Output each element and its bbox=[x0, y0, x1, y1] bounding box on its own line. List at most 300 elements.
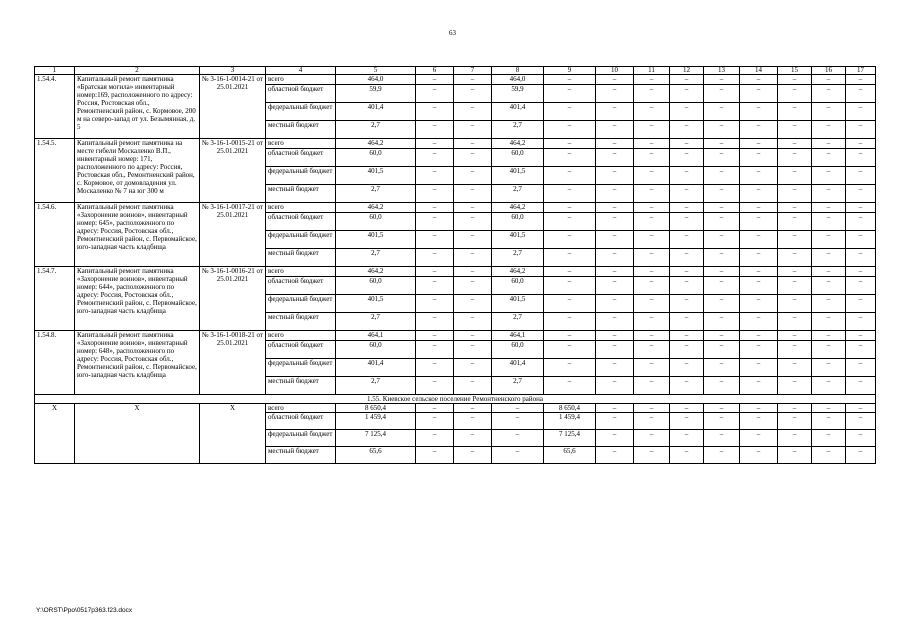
dash-cell: – bbox=[544, 377, 596, 395]
row-number-cell: 1.54.7. bbox=[35, 267, 75, 331]
dash-cell: – bbox=[596, 377, 634, 395]
funding-source-cell: всего bbox=[266, 331, 336, 341]
dash-cell: – bbox=[670, 267, 704, 277]
dash-cell: – bbox=[634, 447, 670, 464]
dash-cell: – bbox=[454, 203, 492, 213]
dash-cell: – bbox=[454, 213, 492, 231]
dash-cell: – bbox=[544, 313, 596, 331]
dash-cell: – bbox=[846, 121, 876, 139]
funding-source-cell: федеральный бюджет bbox=[266, 430, 336, 447]
dash-cell: – bbox=[846, 341, 876, 359]
amount-total-cell: 401,5 bbox=[336, 167, 416, 185]
funding-source-cell: федеральный бюджет bbox=[266, 359, 336, 377]
amount-total-cell: 2,7 bbox=[336, 377, 416, 395]
funding-source-cell: областной бюджет bbox=[266, 413, 336, 430]
dash-cell: – bbox=[778, 267, 812, 277]
x-mark-desc: Х bbox=[75, 404, 200, 464]
dash-cell: – bbox=[846, 139, 876, 149]
header-cell-2: 2 bbox=[75, 67, 200, 75]
header-cell-14: 14 bbox=[740, 67, 778, 75]
dash-cell: – bbox=[416, 103, 454, 121]
dash-cell: – bbox=[704, 75, 740, 85]
header-cell-10: 10 bbox=[596, 67, 634, 75]
dash-cell: – bbox=[454, 277, 492, 295]
amount-year-cell: 60,0 bbox=[492, 213, 544, 231]
table-row bbox=[35, 404, 876, 413]
dash-cell: – bbox=[596, 295, 634, 313]
amount-total-cell: 2,7 bbox=[336, 185, 416, 203]
dash-cell: – bbox=[596, 167, 634, 185]
table-row bbox=[35, 139, 876, 149]
dash-cell: – bbox=[740, 404, 778, 413]
object-description-cell: Капитальный ремонт памятника «Захоронение воинов», инвентарный номер: 644», расположенного по адресу: Россия, Ростовская обл., Ремонтненский район, с. Первомайское, юго-западная часть кладбища bbox=[75, 267, 200, 331]
dash-cell: – bbox=[812, 185, 846, 203]
document-ref-cell: № 3-16-1-0014-21 от 25.01.2021 bbox=[200, 75, 266, 139]
dash-cell: – bbox=[812, 121, 846, 139]
amount-total-cell: 2,7 bbox=[336, 249, 416, 267]
dash-cell: – bbox=[740, 103, 778, 121]
dash-cell: – bbox=[704, 267, 740, 277]
dash-cell: – bbox=[778, 121, 812, 139]
object-description-cell: Капитальный ремонт памятника «Захоронение воинов», инвентарный номер: 648», расположенного по адресу: Россия, Ростовская обл., Ремонтненский район, с. Первомайское, юго-западная часть кладбища bbox=[75, 331, 200, 395]
dash-cell: – bbox=[778, 295, 812, 313]
dash-cell: – bbox=[740, 85, 778, 103]
dash-cell: – bbox=[492, 447, 544, 464]
header-cell-8: 8 bbox=[492, 67, 544, 75]
dash-cell: – bbox=[416, 203, 454, 213]
dash-cell: – bbox=[634, 359, 670, 377]
row-number-cell: 1.54.6. bbox=[35, 203, 75, 267]
dash-cell: – bbox=[778, 85, 812, 103]
dash-cell: – bbox=[670, 377, 704, 395]
dash-cell: – bbox=[740, 139, 778, 149]
dash-cell: – bbox=[670, 149, 704, 167]
dash-cell: – bbox=[846, 404, 876, 413]
dash-cell: – bbox=[704, 331, 740, 341]
dash-cell: – bbox=[416, 249, 454, 267]
funding-source-cell: всего bbox=[266, 139, 336, 149]
amount-year-cell: 464,2 bbox=[492, 267, 544, 277]
amount-year-cell: 60,0 bbox=[492, 277, 544, 295]
dash-cell: – bbox=[740, 149, 778, 167]
dash-cell: – bbox=[454, 359, 492, 377]
dash-cell: – bbox=[740, 167, 778, 185]
amount-year-cell: 464,2 bbox=[492, 203, 544, 213]
dash-cell: – bbox=[544, 213, 596, 231]
dash-cell: – bbox=[704, 149, 740, 167]
dash-cell: – bbox=[544, 267, 596, 277]
dash-cell: – bbox=[492, 413, 544, 430]
dash-cell: – bbox=[454, 447, 492, 464]
document-ref-cell: № 3-16-1-0017-21 от 25.01.2021 bbox=[200, 203, 266, 267]
dash-cell: – bbox=[778, 313, 812, 331]
amount-year-cell: 2,7 bbox=[492, 185, 544, 203]
dash-cell: – bbox=[544, 139, 596, 149]
funding-source-cell: областной бюджет bbox=[266, 341, 336, 359]
amount-total-cell: 464,1 bbox=[336, 331, 416, 341]
amount-total-cell: 464,2 bbox=[336, 267, 416, 277]
dash-cell: – bbox=[544, 277, 596, 295]
header-cell-3: 3 bbox=[200, 67, 266, 75]
dash-cell: – bbox=[634, 167, 670, 185]
dash-cell: – bbox=[544, 85, 596, 103]
dash-cell: – bbox=[416, 331, 454, 341]
dash-cell: – bbox=[454, 103, 492, 121]
dash-cell: – bbox=[416, 231, 454, 249]
dash-cell: – bbox=[670, 331, 704, 341]
dash-cell: – bbox=[416, 85, 454, 103]
amount-total-cell: 401,5 bbox=[336, 231, 416, 249]
dash-cell: – bbox=[634, 85, 670, 103]
dash-cell: – bbox=[704, 139, 740, 149]
dash-cell: – bbox=[634, 404, 670, 413]
dash-cell: – bbox=[812, 267, 846, 277]
header-cell-7: 7 bbox=[454, 67, 492, 75]
dash-cell: – bbox=[812, 447, 846, 464]
row-number-cell: 1.54.5. bbox=[35, 139, 75, 203]
dash-cell: – bbox=[846, 447, 876, 464]
amount-total-cell: 60,0 bbox=[336, 277, 416, 295]
dash-cell: – bbox=[846, 85, 876, 103]
dash-cell: – bbox=[846, 313, 876, 331]
dash-cell: – bbox=[634, 121, 670, 139]
dash-cell: – bbox=[846, 413, 876, 430]
dash-cell: – bbox=[812, 430, 846, 447]
dash-cell: – bbox=[596, 103, 634, 121]
header-cell-6: 6 bbox=[416, 67, 454, 75]
funding-source-cell: всего bbox=[266, 75, 336, 85]
amount-year-cell: 464,1 bbox=[492, 331, 544, 341]
dash-cell: – bbox=[778, 139, 812, 149]
dash-cell: – bbox=[740, 249, 778, 267]
dash-cell: – bbox=[778, 213, 812, 231]
dash-cell: – bbox=[812, 277, 846, 295]
dash-cell: – bbox=[544, 103, 596, 121]
funding-source-cell: всего bbox=[266, 267, 336, 277]
dash-cell: – bbox=[812, 231, 846, 249]
dash-cell: – bbox=[544, 149, 596, 167]
x-mark-num: Х bbox=[35, 404, 75, 464]
dash-cell: – bbox=[778, 149, 812, 167]
funding-source-cell: областной бюджет bbox=[266, 277, 336, 295]
dash-cell: – bbox=[454, 149, 492, 167]
amount-total-cell: 7 125,4 bbox=[336, 430, 416, 447]
amount-year-cell: 401,5 bbox=[492, 167, 544, 185]
dash-cell: – bbox=[596, 447, 634, 464]
amount-year-cell: 59,9 bbox=[492, 85, 544, 103]
dash-cell: – bbox=[454, 377, 492, 395]
dash-cell: – bbox=[544, 121, 596, 139]
dash-cell: – bbox=[416, 167, 454, 185]
dash-cell: – bbox=[704, 85, 740, 103]
dash-cell: – bbox=[634, 75, 670, 85]
amount-total-cell: 464,0 bbox=[336, 75, 416, 85]
dash-cell: – bbox=[416, 185, 454, 203]
dash-cell: – bbox=[634, 213, 670, 231]
dash-cell: – bbox=[704, 413, 740, 430]
header-cell-4: 4 bbox=[266, 67, 336, 75]
amount-total-cell: 65,6 bbox=[336, 447, 416, 464]
dash-cell: – bbox=[812, 75, 846, 85]
dash-cell: – bbox=[704, 313, 740, 331]
dash-cell: – bbox=[704, 103, 740, 121]
dash-cell: – bbox=[812, 149, 846, 167]
row-number-cell: 1.54.8. bbox=[35, 331, 75, 395]
dash-cell: – bbox=[846, 213, 876, 231]
dash-cell: – bbox=[740, 295, 778, 313]
dash-cell: – bbox=[416, 277, 454, 295]
dash-cell: – bbox=[778, 185, 812, 203]
dash-cell: – bbox=[846, 103, 876, 121]
dash-cell: – bbox=[416, 404, 454, 413]
dash-cell: – bbox=[634, 249, 670, 267]
dash-cell: – bbox=[670, 185, 704, 203]
amount-total-cell: 401,4 bbox=[336, 359, 416, 377]
dash-cell: – bbox=[812, 377, 846, 395]
dash-cell: – bbox=[596, 185, 634, 203]
dash-cell: – bbox=[740, 231, 778, 249]
amount-total-cell: 60,0 bbox=[336, 149, 416, 167]
dash-cell: – bbox=[416, 413, 454, 430]
amount-total-cell: 2,7 bbox=[336, 121, 416, 139]
dash-cell: – bbox=[846, 331, 876, 341]
funding-source-cell: федеральный бюджет bbox=[266, 103, 336, 121]
dash-cell: – bbox=[778, 277, 812, 295]
dash-cell: – bbox=[704, 231, 740, 249]
amount-year-cell: 2,7 bbox=[492, 377, 544, 395]
table-row bbox=[35, 331, 876, 341]
dash-cell: – bbox=[846, 185, 876, 203]
dash-cell: – bbox=[596, 331, 634, 341]
dash-cell: – bbox=[704, 404, 740, 413]
header-cell-11: 11 bbox=[634, 67, 670, 75]
dash-cell: – bbox=[704, 295, 740, 313]
dash-cell: – bbox=[670, 277, 704, 295]
funding-source-cell: федеральный бюджет bbox=[266, 295, 336, 313]
funding-source-cell: местный бюджет bbox=[266, 249, 336, 267]
budget-table bbox=[34, 66, 876, 464]
dash-cell: – bbox=[670, 213, 704, 231]
dash-cell: – bbox=[812, 203, 846, 213]
amount-total-cell: 60,0 bbox=[336, 341, 416, 359]
dash-cell: – bbox=[670, 85, 704, 103]
dash-cell: – bbox=[544, 167, 596, 185]
dash-cell: – bbox=[596, 404, 634, 413]
dash-cell: – bbox=[416, 430, 454, 447]
dash-cell: – bbox=[778, 103, 812, 121]
amount-total-cell: 464,2 bbox=[336, 203, 416, 213]
dash-cell: – bbox=[544, 341, 596, 359]
dash-cell: – bbox=[778, 203, 812, 213]
amount-year-cell: 7 125,4 bbox=[544, 430, 596, 447]
dash-cell: – bbox=[596, 121, 634, 139]
object-description-cell: Капитальный ремонт памятника «Братская могила» инвентарный номер:169, расположенного по адресу: Россия, Ростовская обл., Ремонтненский район, с. Кормовое, 200 м на северо-запад от ул. Безымянная, д. 5 bbox=[75, 75, 200, 139]
dash-cell: – bbox=[634, 149, 670, 167]
dash-cell: – bbox=[596, 413, 634, 430]
dash-cell: – bbox=[740, 277, 778, 295]
dash-cell: – bbox=[416, 359, 454, 377]
dash-cell: – bbox=[544, 359, 596, 377]
dash-cell: – bbox=[544, 203, 596, 213]
funding-source-cell: всего bbox=[266, 203, 336, 213]
dash-cell: – bbox=[416, 213, 454, 231]
dash-cell: – bbox=[596, 85, 634, 103]
dash-cell: – bbox=[812, 103, 846, 121]
dash-cell: – bbox=[740, 121, 778, 139]
dash-cell: – bbox=[634, 139, 670, 149]
dash-cell: – bbox=[812, 85, 846, 103]
amount-total-cell: 2,7 bbox=[336, 313, 416, 331]
dash-cell: – bbox=[454, 139, 492, 149]
dash-cell: – bbox=[704, 203, 740, 213]
dash-cell: – bbox=[740, 359, 778, 377]
dash-cell: – bbox=[812, 213, 846, 231]
funding-source-cell: федеральный бюджет bbox=[266, 167, 336, 185]
dash-cell: – bbox=[778, 430, 812, 447]
dash-cell: – bbox=[596, 277, 634, 295]
dash-cell: – bbox=[846, 149, 876, 167]
dash-cell: – bbox=[454, 331, 492, 341]
dash-cell: – bbox=[846, 295, 876, 313]
dash-cell: – bbox=[544, 185, 596, 203]
dash-cell: – bbox=[812, 359, 846, 377]
funding-source-cell: федеральный бюджет bbox=[266, 231, 336, 249]
dash-cell: – bbox=[670, 231, 704, 249]
amount-year-cell: 2,7 bbox=[492, 313, 544, 331]
dash-cell: – bbox=[544, 249, 596, 267]
header-cell-13: 13 bbox=[704, 67, 740, 75]
header-cell-1: 1 bbox=[35, 67, 75, 75]
dash-cell: – bbox=[778, 249, 812, 267]
dash-cell: – bbox=[454, 121, 492, 139]
amount-total-cell: 60,0 bbox=[336, 213, 416, 231]
dash-cell: – bbox=[846, 267, 876, 277]
amount-year-cell: 8 650,4 bbox=[544, 404, 596, 413]
dash-cell: – bbox=[416, 313, 454, 331]
dash-cell: – bbox=[740, 377, 778, 395]
dash-cell: – bbox=[492, 404, 544, 413]
dash-cell: – bbox=[416, 121, 454, 139]
section-title: 1.55. Киевское сельское поселение Ремонтненского района bbox=[35, 395, 876, 404]
dash-cell: – bbox=[416, 295, 454, 313]
x-mark-doc: Х bbox=[200, 404, 266, 464]
dash-cell: – bbox=[670, 75, 704, 85]
dash-cell: – bbox=[634, 313, 670, 331]
table-row bbox=[35, 203, 876, 213]
amount-total-cell: 1 459,4 bbox=[336, 413, 416, 430]
dash-cell: – bbox=[454, 85, 492, 103]
dash-cell: – bbox=[454, 295, 492, 313]
dash-cell: – bbox=[778, 75, 812, 85]
dash-cell: – bbox=[704, 430, 740, 447]
dash-cell: – bbox=[454, 430, 492, 447]
file-path-footer: Y:\ORST\Ppo\0517p363.f23.docx bbox=[36, 607, 133, 614]
amount-year-cell: 401,4 bbox=[492, 359, 544, 377]
dash-cell: – bbox=[670, 341, 704, 359]
dash-cell: – bbox=[596, 430, 634, 447]
dash-cell: – bbox=[634, 267, 670, 277]
dash-cell: – bbox=[740, 185, 778, 203]
dash-cell: – bbox=[704, 447, 740, 464]
dash-cell: – bbox=[634, 331, 670, 341]
dash-cell: – bbox=[704, 167, 740, 185]
dash-cell: – bbox=[812, 404, 846, 413]
dash-cell: – bbox=[416, 341, 454, 359]
header-cell-15: 15 bbox=[778, 67, 812, 75]
dash-cell: – bbox=[416, 149, 454, 167]
dash-cell: – bbox=[596, 139, 634, 149]
dash-cell: – bbox=[634, 430, 670, 447]
dash-cell: – bbox=[416, 75, 454, 85]
dash-cell: – bbox=[778, 377, 812, 395]
dash-cell: – bbox=[704, 359, 740, 377]
amount-total-cell: 8 650,4 bbox=[336, 404, 416, 413]
dash-cell: – bbox=[846, 75, 876, 85]
amount-year-cell: 60,0 bbox=[492, 341, 544, 359]
dash-cell: – bbox=[740, 313, 778, 331]
dash-cell: – bbox=[596, 249, 634, 267]
funding-source-cell: местный бюджет bbox=[266, 447, 336, 464]
amount-year-cell: 401,5 bbox=[492, 295, 544, 313]
dash-cell: – bbox=[544, 295, 596, 313]
dash-cell: – bbox=[846, 277, 876, 295]
dash-cell: – bbox=[812, 413, 846, 430]
dash-cell: – bbox=[670, 430, 704, 447]
dash-cell: – bbox=[634, 203, 670, 213]
dash-cell: – bbox=[454, 167, 492, 185]
funding-source-cell: всего bbox=[266, 404, 336, 413]
amount-total-cell: 59,9 bbox=[336, 85, 416, 103]
dash-cell: – bbox=[596, 75, 634, 85]
dash-cell: – bbox=[596, 341, 634, 359]
dash-cell: – bbox=[634, 413, 670, 430]
dash-cell: – bbox=[846, 203, 876, 213]
document-ref-cell: № 3-16-1-0018-21 от 25.01.2021 bbox=[200, 331, 266, 395]
amount-year-cell: 2,7 bbox=[492, 249, 544, 267]
dash-cell: – bbox=[812, 331, 846, 341]
amount-year-cell: 464,2 bbox=[492, 139, 544, 149]
amount-year-cell: 401,5 bbox=[492, 231, 544, 249]
dash-cell: – bbox=[704, 377, 740, 395]
dash-cell: – bbox=[778, 404, 812, 413]
amount-year-cell: 464,0 bbox=[492, 75, 544, 85]
dash-cell: – bbox=[634, 103, 670, 121]
dash-cell: – bbox=[740, 430, 778, 447]
funding-source-cell: местный бюджет bbox=[266, 313, 336, 331]
dash-cell: – bbox=[670, 167, 704, 185]
document-ref-cell: № 3-16-1-0015-21 от 25.01.2021 bbox=[200, 139, 266, 203]
dash-cell: – bbox=[740, 203, 778, 213]
dash-cell: – bbox=[704, 249, 740, 267]
section-row bbox=[35, 395, 876, 404]
dash-cell: – bbox=[846, 231, 876, 249]
object-description-cell: Капитальный ремонт памятника на месте гибели Москаленко В.П., инвентарный номер: 171, расположенного по адресу: Россия, Ростовская обл., Ремонтненский район, с. Кормовое, от домовладения ул. Москаленко № 7 на юг 300 м bbox=[75, 139, 200, 203]
dash-cell: – bbox=[778, 331, 812, 341]
dash-cell: – bbox=[670, 121, 704, 139]
amount-year-cell: 401,4 bbox=[492, 103, 544, 121]
dash-cell: – bbox=[454, 231, 492, 249]
dash-cell: – bbox=[670, 447, 704, 464]
dash-cell: – bbox=[704, 341, 740, 359]
header-cell-12: 12 bbox=[670, 67, 704, 75]
dash-cell: – bbox=[812, 139, 846, 149]
dash-cell: – bbox=[544, 75, 596, 85]
dash-cell: – bbox=[596, 213, 634, 231]
dash-cell: – bbox=[634, 377, 670, 395]
table-body bbox=[35, 67, 876, 464]
funding-source-cell: областной бюджет bbox=[266, 149, 336, 167]
dash-cell: – bbox=[634, 185, 670, 203]
